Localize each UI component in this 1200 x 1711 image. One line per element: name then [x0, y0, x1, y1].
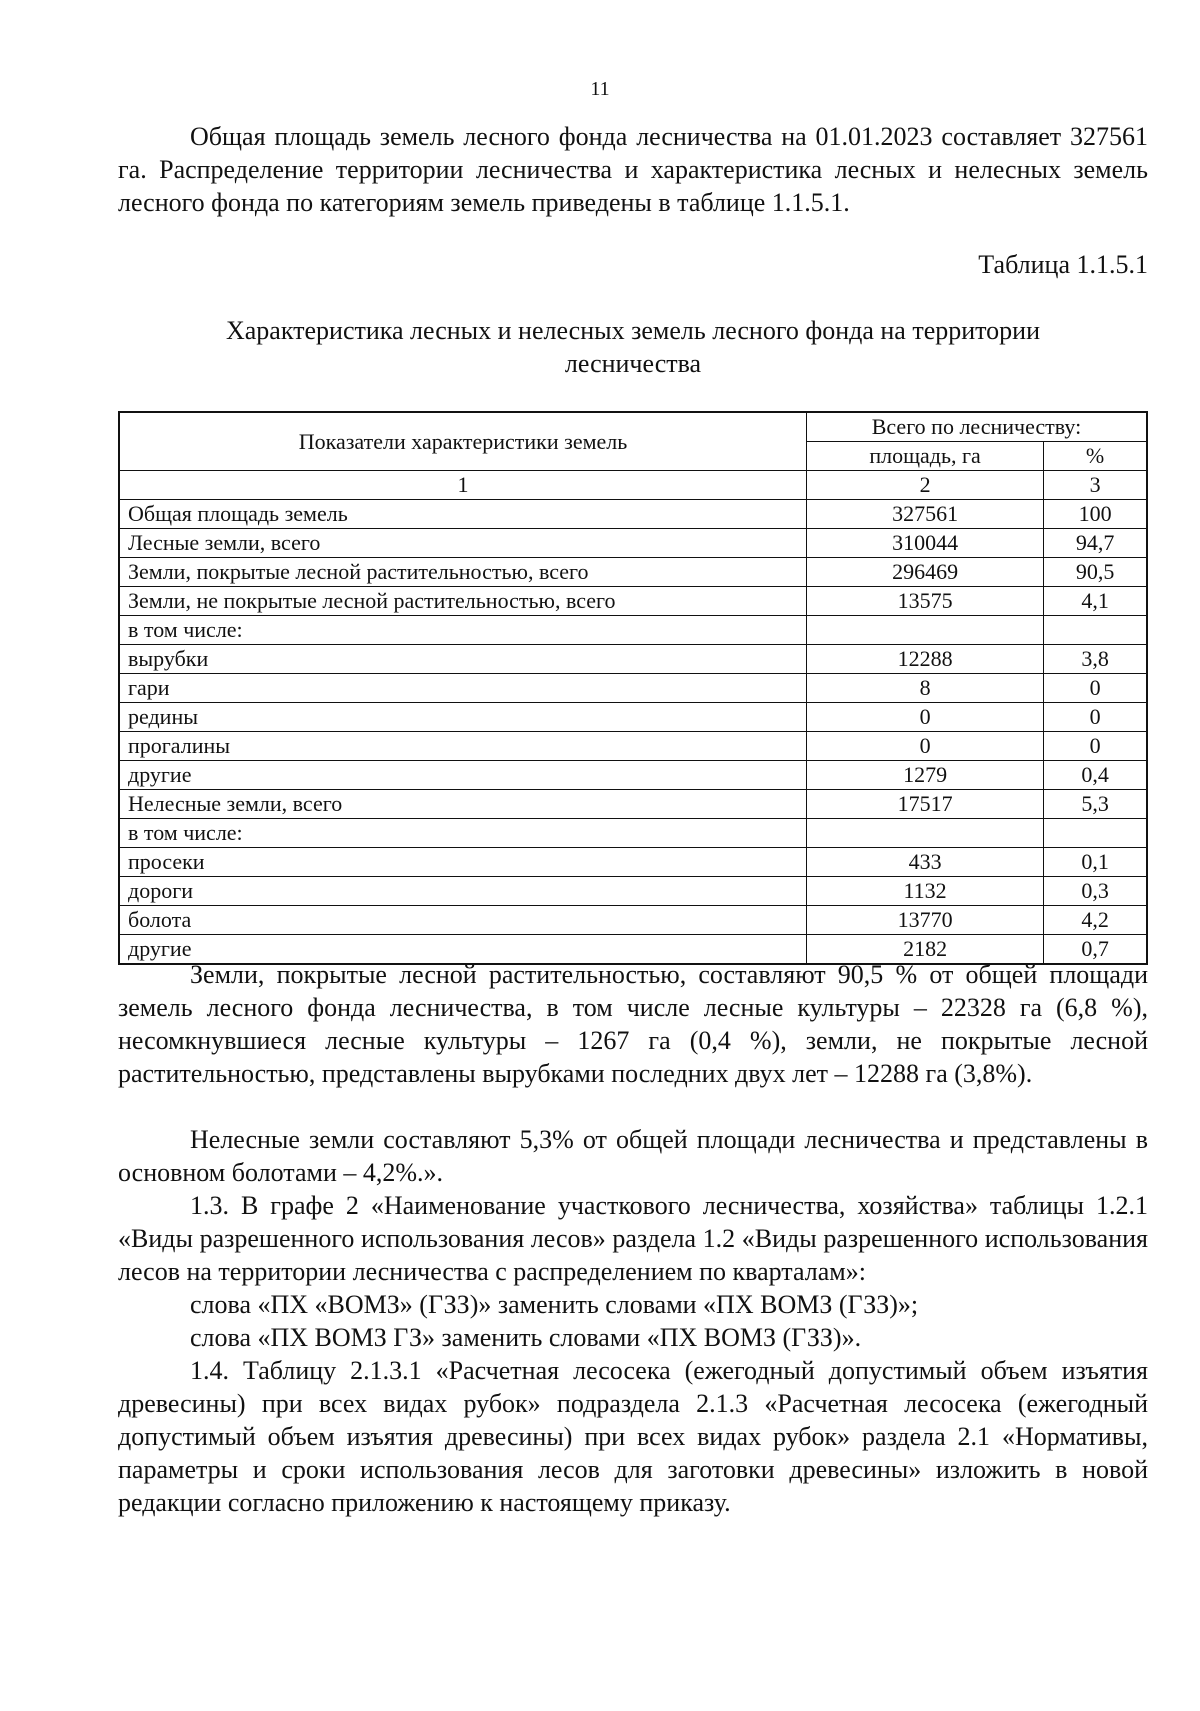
header-total-forestry: Всего по лесничеству: — [807, 412, 1148, 442]
row-area-value: 13575 — [807, 587, 1044, 616]
row-percent-value: 94,7 — [1044, 529, 1147, 558]
row-percent-value — [1044, 819, 1147, 848]
row-percent-value: 0 — [1044, 703, 1147, 732]
table-row — [119, 587, 1147, 616]
row-percent-value: 0 — [1044, 732, 1147, 761]
row-indicator-name: прогалины — [119, 732, 807, 761]
row-area-value: 0 — [807, 732, 1044, 761]
row-area-value: 1279 — [807, 761, 1044, 790]
row-indicator-name: Нелесные земли, всего — [119, 790, 807, 819]
table-row — [119, 732, 1147, 761]
table-row — [119, 848, 1147, 877]
column-number-2: 2 — [807, 471, 1044, 500]
row-percent-value: 4,2 — [1044, 906, 1147, 935]
table-row — [119, 500, 1147, 529]
row-area-value — [807, 616, 1044, 645]
row-area-value: 13770 — [807, 906, 1044, 935]
row-indicator-name: болота — [119, 906, 807, 935]
row-area-value: 2182 — [807, 935, 1044, 965]
row-percent-value: 100 — [1044, 500, 1147, 529]
header-percent: % — [1044, 442, 1147, 471]
intro-paragraph: Общая площадь земель лесного фонда лесничества на 01.01.2023 составляет 327561 га. Распределение территории лесничества и характеристика лесных и нелесных земель лесного фонда по категориям земель приведены в таблице 1.1.5.1. — [118, 122, 1148, 217]
header-indicators: Показатели характеристики земель — [119, 412, 807, 471]
row-indicator-name: редины — [119, 703, 807, 732]
column-number-1: 1 — [119, 471, 807, 500]
paragraph-replace-2: слова «ПХ ВОМЗ ГЗ» заменить словами «ПХ ВОМЗ (ГЗЗ)». — [190, 1323, 862, 1352]
row-percent-value: 0,4 — [1044, 761, 1147, 790]
table-row — [119, 645, 1147, 674]
table-row — [119, 819, 1147, 848]
column-number-3: 3 — [1044, 471, 1147, 500]
table-row — [119, 703, 1147, 732]
row-indicator-name: в том числе: — [119, 616, 807, 645]
page-number: 11 — [590, 78, 610, 100]
row-area-value: 8 — [807, 674, 1044, 703]
row-percent-value: 5,3 — [1044, 790, 1147, 819]
row-percent-value: 0,7 — [1044, 935, 1147, 965]
row-percent-value: 90,5 — [1044, 558, 1147, 587]
land-characteristics-table — [118, 411, 1148, 965]
table-caption — [118, 314, 1148, 380]
row-area-value: 296469 — [807, 558, 1044, 587]
table-label: Таблица 1.1.5.1 — [978, 250, 1148, 279]
table-row — [119, 906, 1147, 935]
table-caption-line-1: Характеристика лесных и нелесных земель лесного фонда на территории — [225, 316, 1040, 345]
row-indicator-name: в том числе: — [119, 819, 807, 848]
row-indicator-name: дороги — [119, 877, 807, 906]
row-indicator-name: Общая площадь земель — [119, 500, 807, 529]
paragraph-item-1-4: 1.4. Таблицу 2.1.3.1 «Расчетная лесосека (ежегодный допустимый объем изъятия древесины) при всех видах рубок» подраздела 2.1.3 «Расчетная лесосека (ежегодный допустимый объем изъятия древесины) при всех видах рубок» раздела 2.1 «Нормативы, параметры и сроки использования лесов для заготовки древесины» изложить в новой редакции согласно приложению к настоящему приказу. — [118, 1356, 1148, 1517]
row-area-value: 327561 — [807, 500, 1044, 529]
table-row — [119, 558, 1147, 587]
row-area-value — [807, 819, 1044, 848]
table-row — [119, 529, 1147, 558]
row-indicator-name: вырубки — [119, 645, 807, 674]
table-row — [119, 877, 1147, 906]
table-row — [119, 761, 1147, 790]
table-row — [119, 674, 1147, 703]
row-area-value: 433 — [807, 848, 1044, 877]
table-row — [119, 790, 1147, 819]
table-row — [119, 616, 1147, 645]
row-indicator-name: Лесные земли, всего — [119, 529, 807, 558]
paragraph-item-1-3: 1.3. В графе 2 «Наименование участкового лесничества, хозяйства» таблицы 1.2.1 «Виды разрешенного использования лесов» раздела 1.2 «Виды разрешенного использования лесов на территории лесничества с распределением по кварталам»: — [118, 1191, 1148, 1286]
paragraph-replace-1: слова «ПХ «ВОМЗ» (ГЗЗ)» заменить словами «ПХ ВОМЗ (ГЗЗ)»; — [190, 1290, 919, 1319]
row-indicator-name: другие — [119, 761, 807, 790]
paragraph-forest-covered: Земли, покрытые лесной растительностью, составляют 90,5 % от общей площади земель лесного фонда лесничества, в том числе лесные культуры – 22328 га (6,8 %), несомкнувшиеся лесные культуры – 1267 га (0,4 %), земли, не покрытые лесной растительностью, представлены вырубками последних двух лет – 12288 га (3,8%). — [118, 960, 1148, 1088]
row-indicator-name: Земли, не покрытые лесной растительностью, всего — [119, 587, 807, 616]
row-indicator-name: просеки — [119, 848, 807, 877]
row-area-value: 310044 — [807, 529, 1044, 558]
paragraph-non-forest: Нелесные земли составляют 5,3% от общей площади лесничества и представлены в основном болотами – 4,2%.». — [118, 1125, 1148, 1187]
row-indicator-name: другие — [119, 935, 807, 965]
row-indicator-name: гари — [119, 674, 807, 703]
row-percent-value: 0 — [1044, 674, 1147, 703]
row-area-value: 0 — [807, 703, 1044, 732]
header-area: площадь, га — [807, 442, 1044, 471]
row-area-value: 17517 — [807, 790, 1044, 819]
row-percent-value: 4,1 — [1044, 587, 1147, 616]
row-indicator-name: Земли, покрытые лесной растительностью, всего — [119, 558, 807, 587]
row-percent-value — [1044, 616, 1147, 645]
row-percent-value: 0,3 — [1044, 877, 1147, 906]
table-caption-line-2: лесничества — [564, 349, 702, 378]
table-body — [119, 500, 1147, 965]
row-percent-value: 0,1 — [1044, 848, 1147, 877]
row-percent-value: 3,8 — [1044, 645, 1147, 674]
row-area-value: 12288 — [807, 645, 1044, 674]
row-area-value: 1132 — [807, 877, 1044, 906]
